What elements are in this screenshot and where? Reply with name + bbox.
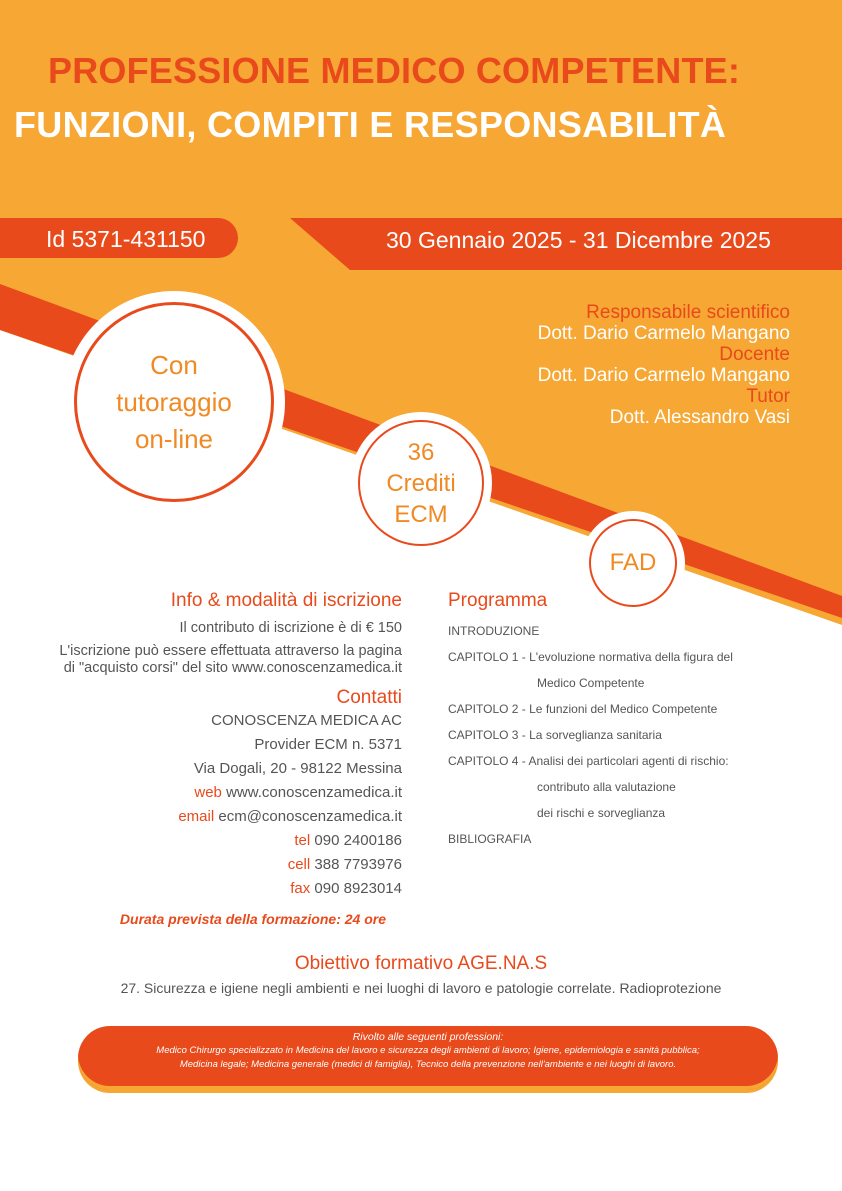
program-cap4-line-1: CAPITOLO 4 - Analisi dei particolari agenti di rischio:	[448, 754, 729, 768]
contact-tel	[40, 829, 402, 853]
professions-heading: Rivolto alle seguenti professioni:	[352, 1031, 504, 1043]
web-label: web	[194, 784, 222, 801]
info-column	[40, 590, 402, 927]
credits-line-2: Crediti	[386, 469, 456, 497]
contacts-heading: Contatti	[336, 687, 402, 708]
credits-badge	[358, 420, 484, 546]
contact-org: CONOSCENZA MEDICA AC	[211, 712, 402, 729]
program-cap4-line-3: dei rischi e sorveglianza	[537, 806, 666, 820]
program-heading: Programma	[448, 590, 548, 611]
enroll-line-2: di "acquisto corsi" del sito www.conoscenzamedica.it	[63, 660, 402, 676]
program-cap1-line-1: CAPITOLO 1 - L'evoluzione normativa della figura del	[448, 650, 733, 664]
professions-line-2: Medicina legale; Medicina generale (medici di famiglia), Tecnico della prevenzione nell'ambiente e nei luoghi di lavoro.	[179, 1059, 677, 1070]
staff-block	[370, 302, 790, 428]
tel-label: tel	[294, 832, 311, 849]
duration-text: Durata prevista della formazione: 24 ore	[119, 911, 386, 927]
info-heading: Info & modalità di iscrizione	[170, 590, 402, 611]
program-cap2: CAPITOLO 2 - Le funzioni del Medico Competente	[448, 702, 718, 716]
fax-label: fax	[290, 880, 311, 897]
web-link[interactable]: www.conoscenzamedica.it	[226, 784, 402, 801]
email-label: email	[178, 808, 215, 825]
tutoring-line-3: on-line	[134, 423, 214, 454]
contact-fax	[40, 877, 402, 901]
contact-email	[40, 805, 402, 829]
teacher-name: Dott. Dario Carmelo Mangano	[537, 365, 790, 386]
program-column	[448, 590, 808, 852]
fee-text: Il contributo di iscrizione è di € 150	[179, 620, 402, 636]
tutor-name: Dott. Alessandro Vasi	[609, 407, 790, 428]
contact-provider: Provider ECM n. 5371	[254, 736, 402, 753]
fax-value: 090 8923014	[314, 880, 402, 897]
objective-text: 27. Sicurezza e igiene negli ambienti e nei luoghi di lavoro e patologie correlate. Radioprotezione	[120, 980, 722, 996]
tutor-label: Tutor	[746, 386, 790, 407]
program-cap1-line-2: Medico Competente	[537, 676, 645, 690]
course-title-line-1: PROFESSIONE MEDICO COMPETENTE:	[48, 50, 741, 91]
course-id: Id 5371-431150	[46, 226, 206, 252]
program-cap4-line-2: contributo alla valutazione	[537, 780, 676, 794]
credits-line-3: ECM	[394, 500, 448, 528]
contact-cell	[40, 853, 402, 877]
course-dates: 30 Gennaio 2025 - 31 Dicembre 2025	[386, 227, 771, 253]
course-title-line-2: FUNZIONI, COMPITI E RESPONSABILITÀ	[14, 104, 727, 145]
contact-address: Via Dogali, 20 - 98122 Messina	[193, 760, 402, 777]
tutoring-badge	[74, 302, 274, 502]
tel-value: 090 2400186	[314, 832, 402, 849]
credits-number: 36	[407, 438, 435, 466]
tutoring-line-1: Con	[150, 349, 198, 380]
cell-label: cell	[287, 856, 311, 873]
email-link[interactable]: ecm@conoscenzamedica.it	[218, 808, 402, 825]
enroll-line-1: L'iscrizione può essere effettuata attraverso la pagina	[59, 643, 402, 659]
program-cap3: CAPITOLO 3 - La sorveglianza sanitaria	[448, 728, 662, 742]
professions-banner	[78, 1026, 778, 1090]
objective-heading: Obiettivo formativo AGE.NA.S	[294, 953, 548, 974]
tutoring-line-2: tutoraggio	[116, 386, 232, 417]
teacher-label: Docente	[719, 344, 790, 365]
professions-line-1: Medico Chirurgo specializzato in Medicina del lavoro e sicurezza degli ambienti di lavoro; Igiene, epidemiologia e sanità pubblica;	[156, 1045, 700, 1056]
mode-label: FAD	[609, 549, 657, 576]
cell-value: 388 7793976	[314, 856, 402, 873]
scientific-label: Responsabile scientifico	[586, 302, 790, 323]
scientific-name: Dott. Dario Carmelo Mangano	[537, 323, 790, 344]
contact-web	[40, 781, 402, 805]
program-bibliography: BIBLIOGRAFIA	[448, 832, 532, 846]
program-intro: INTRODUZIONE	[448, 624, 540, 638]
